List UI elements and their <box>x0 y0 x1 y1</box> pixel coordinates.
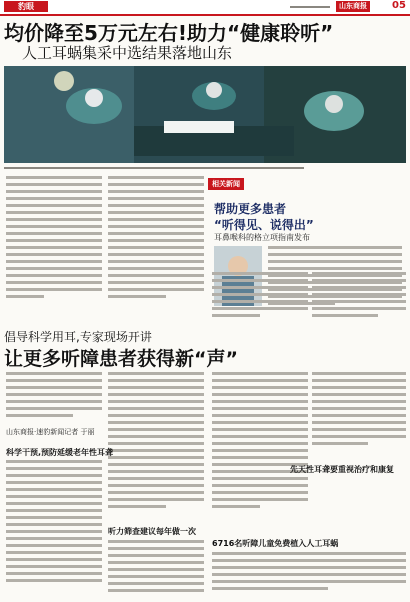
sidebar-headline-1: 帮助更多患者 <box>214 202 287 216</box>
related-news-tag: 相关新闻 <box>208 178 244 190</box>
article-2-intro <box>6 372 102 421</box>
surgery-photo <box>4 66 406 163</box>
article-1-col-3 <box>212 272 308 321</box>
page-number: 05 <box>392 0 406 11</box>
article-2-col-2 <box>108 372 204 512</box>
section-subheading: 先天性耳聋要重视治疗和康复 <box>290 465 394 474</box>
sidebar-headline-3: 耳鼻喉科的格立项指南发布 <box>214 233 310 242</box>
second-article-kicker: 倡导科学用耳,专家现场开讲 <box>4 330 152 344</box>
newspaper-logo: 豹眼 <box>4 1 48 12</box>
sidebar-headline-2: “听得见、说得出” <box>214 218 314 232</box>
masthead <box>0 0 410 16</box>
article-1-col-4 <box>312 272 406 321</box>
article-2-col-1-body <box>6 460 102 586</box>
article-1-col-1 <box>6 176 102 302</box>
article-2-col-3 <box>212 372 308 512</box>
main-headline: 均价降至5万元左右!助力“健康聆听” <box>4 21 334 45</box>
section-subheading: 听力筛查建议每年做一次 <box>108 527 196 536</box>
article-2-byline: 山东商报·速豹新闻记者 于丽 <box>6 428 95 436</box>
section-tag: 山东商报 <box>336 1 370 12</box>
article-2-col-4 <box>312 372 406 449</box>
second-article-title: 让更多听障患者获得新“声” <box>4 348 238 370</box>
masthead-edition-info <box>290 3 330 11</box>
article-2-col-3-lower <box>212 552 406 594</box>
section-subheading: 科学干预,预防延缓老年性耳聋 <box>6 448 114 457</box>
photo-caption <box>4 165 406 171</box>
main-subheadline: 人工耳蜗集采中选结果落地山东 <box>22 44 233 62</box>
section-subheading: 6716名听障儿童免费植入人工耳蜗 <box>212 539 339 548</box>
article-1-col-2 <box>108 176 204 302</box>
article-2-col-2-lower <box>108 540 204 596</box>
